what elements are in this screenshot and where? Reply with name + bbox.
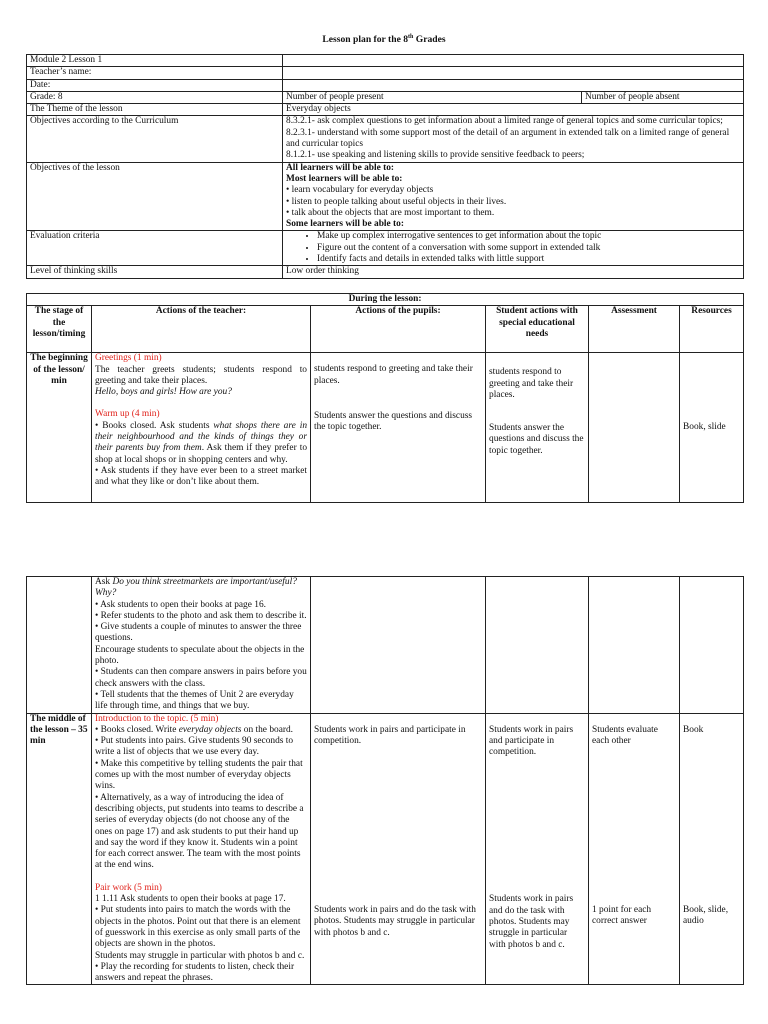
table-row: The stage of the lesson/timing Actions of the teacher: Actions of the pupils: Student actions with special educational needs Assessment Resources [27, 306, 744, 353]
table-row: Teacher’s name: [27, 67, 744, 79]
table-row: During the lesson: [27, 294, 744, 306]
table-row: Evaluation criteria • Make up complex interrogative sentences to get information about the topic • Figure out the content of a conversation with some support in extended talk • Identify facts and details in extended talks with little support [27, 231, 744, 266]
page-title: Lesson plan for the 8th Grades [322, 34, 446, 46]
table-row: Grade: 8 Number of people present Number of people absent [27, 91, 744, 103]
table-row: The beginning of the lesson/ min Greetings (1 min) The teacher greets students; students respond to greeting and take their places. Hello, boys and girls! How are you? Warm up (4 min) • Books closed. Ask students what shops there are in their neighbourhood and the kinds of things they or their parents buy from them. Ask them if they prefer to shop at local shops or in shopping centers and why. • Ask students if they have ever been to a street market and what they like or don’t like about them. students respond to greeting and take their places. Students answer the questions and discuss the topic together. students respond to greeting and take their places. Students answer the questions and discuss the topic together. Book, slide [27, 353, 744, 503]
table-row: Level of thinking skills Low order thinking [27, 266, 744, 278]
lesson-activity-table [26, 293, 744, 503]
table-row: The middle of the lesson – 35 min Introduction to the topic. (5 min) • Books closed. Write everyday objects on the board. • Put students into pairs. Give students 90 seconds to write a list of objects that we use every day. • Make this competitive by telling students the pair that comes up with the most number of everyday objects wins. • Alternatively, as a way of introducing the idea of describing objects, put students into teams to describe a series of everyday objects (do not choose any of the ones on page 17) and ask students to put their hand up and say the word if they know it. Students win a point for each correct answer. The team with the most points at the end wins. Pair work (5 min) 1 1.11 Ask students to open their books at page 17. • Put students into pairs to match the words with the objects in the photos. Point out that there is an element of guesswork in this exercise as only small parts of the objects are shown in the photos. Students may struggle in particular with photos b and c. • Play the recording for students to listen, check their answers and repeat the phrases. Students work in pairs and participate in competition. Students work in pairs and do the task with photos. Students may struggle in particular with photos b and c. Students work in pairs and participate in competition. Students work in pairs and do the task with photos. Students may struggle in particular with photos b and c. Students evaluate each other 1 point for each correct answer Book Book, slide, audio [27, 713, 744, 985]
table-row: Ask Do you think streetmarkets are important/useful? Why? • Ask students to open their books at page 16. • Refer students to the photo and ask them to describe it. • Give students a couple of minutes to answer the three questions. Encourage students to speculate about the objects in the photo. • Students can then compare answers in pairs before you check answers with the class. • Tell students that the themes of Unit 2 are everyday life through time, and things that we buy. [27, 577, 744, 714]
table-row: Module 2 Lesson 1 [27, 55, 744, 67]
table-row: Objectives of the lesson All learners will be able to: Most learners will be able to: • learn vocabulary for everyday objects • listen to people talking about useful objects in their lives. • talk about the objects that are most important to them. Some learners will be able to: [27, 162, 744, 231]
table-row: Objectives according to the Curriculum 8.3.2.1- ask complex questions to get information about a limited range of general topics and some curricular topics; 8.2.3.1- understand with some support most of the detail of an argument in extended talk on a limited range of general and curricular topics 8.1.2.1- use speaking and listening skills to provide sensitive feedback to peers; [27, 116, 744, 162]
table-row: Date: [27, 79, 744, 91]
lesson-info-table [26, 54, 744, 279]
lesson-activity-table-continued [26, 576, 744, 985]
table-row: The Theme of the lesson Everyday objects [27, 104, 744, 116]
